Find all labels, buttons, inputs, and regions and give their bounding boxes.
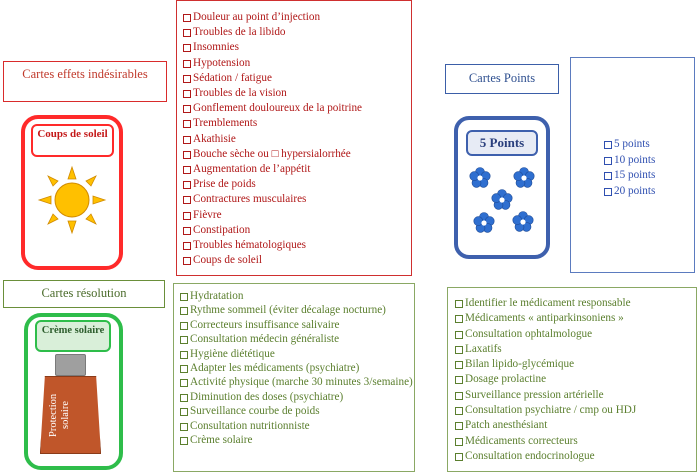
resolution-item: Surveillance pression artérielle [454,388,696,403]
resolution-item: Consultation nutritionniste [179,419,414,433]
resolution-item: Crème solaire [179,433,414,447]
side-effect-item: Augmentation de l’appétit [182,162,411,177]
resolution-card-label: Crème solaire [35,320,111,352]
side-effects-title: Cartes effets indésirables [3,61,167,102]
side-effect-item: Constipation [182,223,411,238]
side-effect-item: Tremblements [182,116,411,131]
side-effects-list-box [176,0,412,276]
resolution-item: Médicaments correcteurs [454,434,696,449]
resolution-item: Rythme sommeil (éviter décalage nocturne) [179,303,414,317]
side-effect-item: Sédation / fatigue [182,71,411,86]
resolution-item: Hygiène diététique [179,347,414,361]
resolution-item: Activité physique (marche 30 minutes 3/semaine) [179,375,414,389]
resolution-item: Dosage prolactine [454,372,696,387]
sun-icon [37,165,107,235]
sunscreen-tube-label: Protection solaire [48,393,71,437]
resolution-item: Bilan lipido-glycémique [454,357,696,372]
side-effect-item: Coups de soleil [182,253,411,268]
points-item: 5 points [603,137,694,153]
side-effect-item: Insomnies [182,40,411,55]
resolution-item: Consultation médecin généraliste [179,332,414,346]
resolution-item: Consultation ophtalmologue [454,327,696,342]
resolution-list-right [454,296,696,464]
resolution-item: Consultation psychiatre / cmp ou HDJ [454,403,696,418]
side-effect-item: Gonflement douloureux de la poitrine [182,101,411,116]
side-effect-item: Prise de poids [182,177,411,192]
points-item: 10 points [603,153,694,169]
resolution-item: Identifier le médicament responsable [454,296,696,311]
flowers-icon [462,160,544,242]
resolution-item: Diminution des doses (psychiatre) [179,390,414,404]
points-card-label: 5 Points [466,130,538,156]
side-effect-card-label: Coups de soleil [31,124,114,157]
resolution-list-left [179,289,414,447]
resolution-item: Adapter les médicaments (psychiatre) [179,361,414,375]
side-effect-item: Fièvre [182,208,411,223]
resolution-item: Laxatifs [454,342,696,357]
resolution-list-left-box [173,283,415,472]
resolution-item: Consultation endocrinologue [454,449,696,464]
resolution-item: Médicaments « antiparkinsoniens » [454,311,696,326]
side-effects-list [182,10,411,268]
resolution-item: Hydratation [179,289,414,303]
side-effect-item: Douleur au point d’injection [182,10,411,25]
points-item: 20 points [603,184,694,200]
tube-cap-icon [55,354,86,376]
side-effect-item: Troubles de la libido [182,25,411,40]
side-effect-item: Troubles hématologiques [182,238,411,253]
side-effect-item: Akathisie [182,132,411,147]
side-effect-item: Troubles de la vision [182,86,411,101]
side-effect-item: Contractures musculaires [182,192,411,207]
points-item: 15 points [603,168,694,184]
resolution-item: Patch anesthésiant [454,418,696,433]
points-title: Cartes Points [445,64,559,94]
resolution-item: Correcteurs insuffisance salivaire [179,318,414,332]
side-effect-item: Hypotension [182,56,411,71]
resolution-list-right-box [447,287,697,472]
resolution-title: Cartes résolution [3,280,165,308]
resolution-item: Surveillance courbe de poids [179,404,414,418]
side-effect-item: Bouche sèche ou □ hypersialorrhée [182,147,411,162]
points-list-box [570,57,695,273]
points-list [603,137,694,200]
